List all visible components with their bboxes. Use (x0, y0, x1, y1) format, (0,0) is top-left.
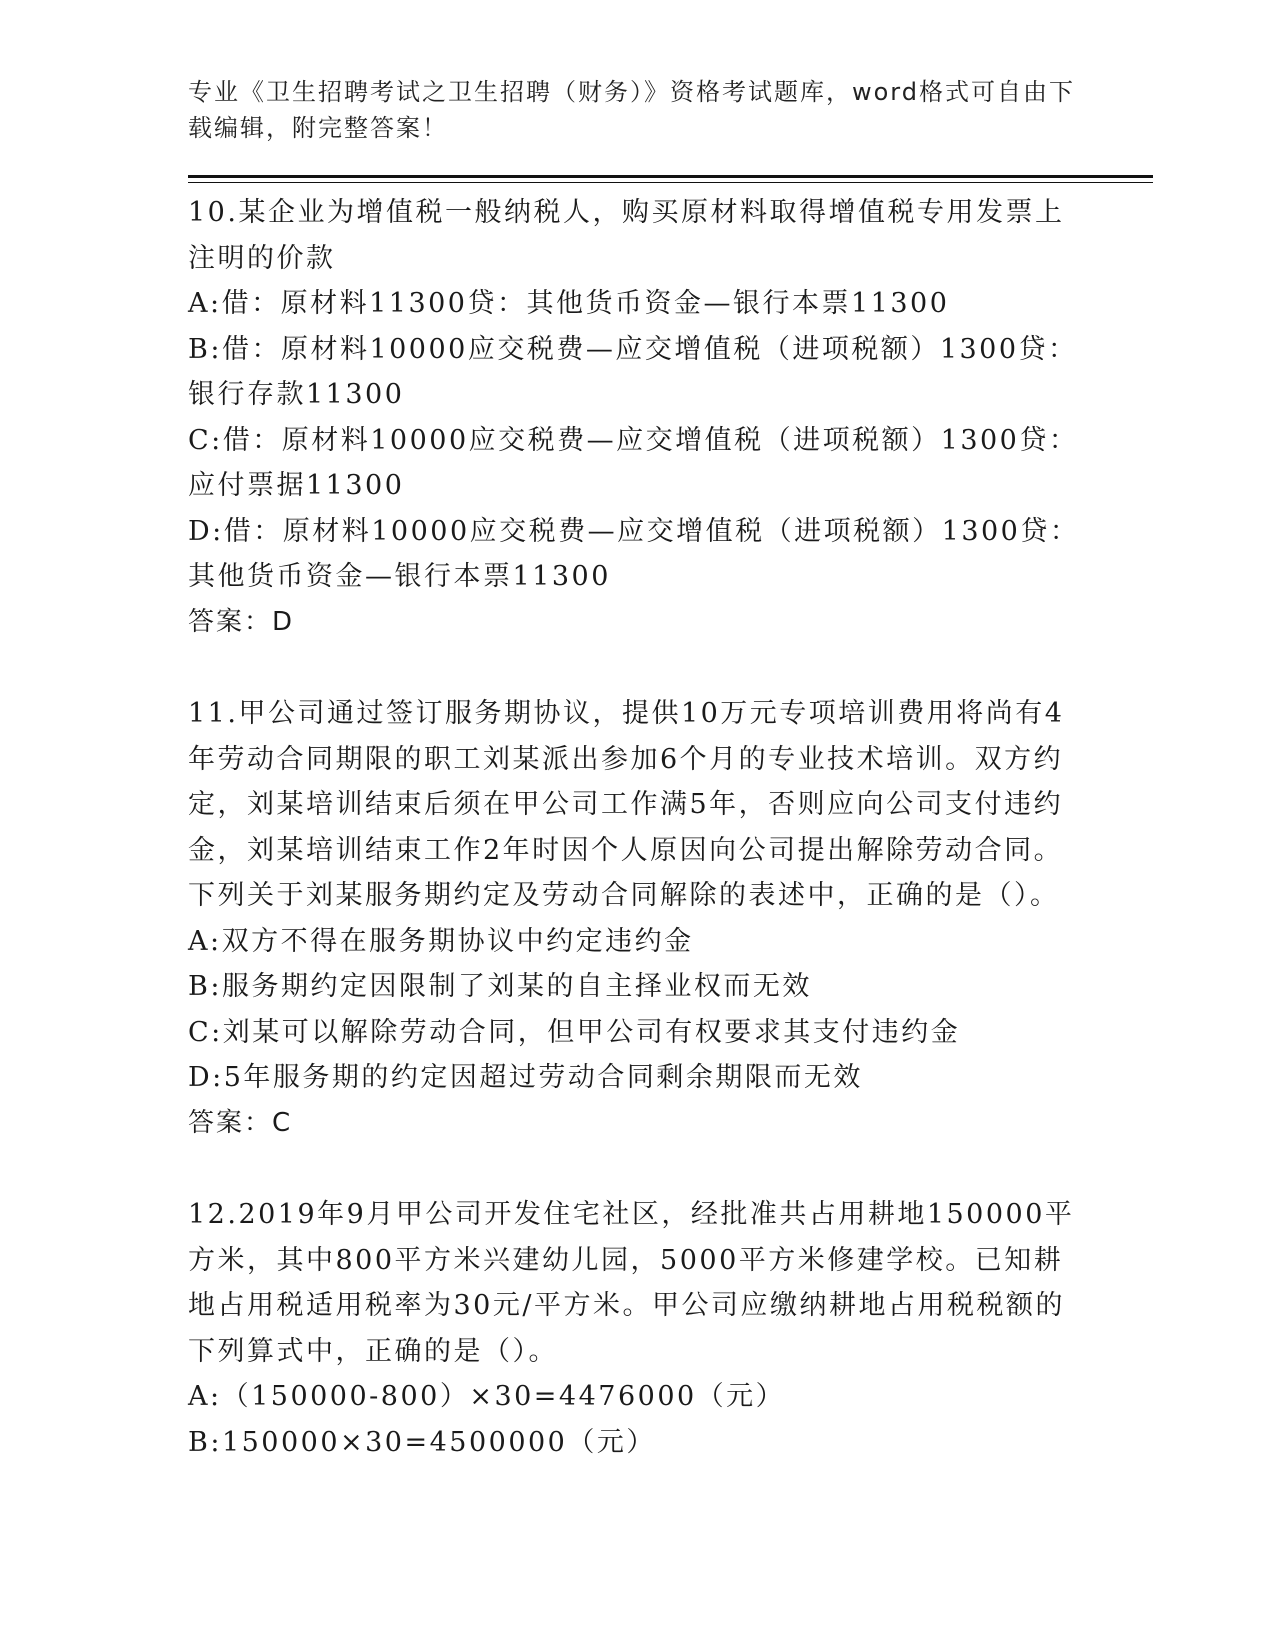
question-stem: 10.某企业为增值税一般纳税人，购买原材料取得增值税专用发票上注明的价款 (188, 197, 1065, 274)
option-b: B:150000×30=4500000（元） (188, 1426, 656, 1458)
question-spacer (188, 645, 1088, 691)
header-divider-thin (188, 182, 1153, 183)
answer-line: 答案：C (188, 1107, 293, 1138)
question-11 (188, 691, 1088, 1146)
question-10 (188, 190, 1088, 645)
document-header: 专业《卫生招聘考试之卫生招聘（财务）》资格考试题库，word格式可自由下载编辑，附完整答案！ (188, 78, 1075, 142)
option-d: D:借：原材料10000应交税费—应交增值税（进项税额）1300贷：其他货币资金—银行本票11300 (188, 515, 1080, 592)
answer-line: 答案：D (188, 606, 295, 637)
option-b: B:借：原材料10000应交税费—应交增值税（进项税额）1300贷：银行存款11300 (188, 333, 1078, 410)
option-a: A:借：原材料11300贷：其他货币资金—银行本票11300 (188, 288, 950, 319)
header-divider-thick (188, 175, 1153, 178)
question-list (188, 190, 1088, 1465)
question-stem: 12.2019年9月甲公司开发住宅社区，经批准共占用耕地150000平方米，其中800平方米兴建幼儿园，5000平方米修建学校。已知耕地占用税适用税率为30元/平方米。甲公司应缴纳耕地占用税税额的下列算式中，正确的是（）。 (188, 1199, 1075, 1367)
question-12 (188, 1192, 1088, 1465)
option-c: C:借：原材料10000应交税费—应交增值税（进项税额）1300贷：应付票据11300 (188, 424, 1079, 501)
option-b: B:服务期约定因限制了刘某的自主择业权而无效 (188, 971, 812, 1002)
option-c: C:刘某可以解除劳动合同，但甲公司有权要求其支付违约金 (188, 1016, 961, 1048)
option-a: A:（150000-800）×30=4476000（元） (188, 1381, 786, 1412)
question-stem: 11.甲公司通过签订服务期协议，提供10万元专项培训费用将尚有4年劳动合同期限的职工刘某派出参加6个月的专业技术培训。双方约定，刘某培训结束后须在甲公司工作满5年，否则应向公司支付违约金，刘某培训结束工作2年时因个人原因向公司提出解除劳动合同。下列关于刘某服务期约定及劳动合同解除的表述中，正确的是（）。 (188, 698, 1065, 911)
question-spacer (188, 1146, 1088, 1192)
option-d: D:5年服务期的约定因超过劳动合同剩余期限而无效 (188, 1062, 863, 1093)
option-a: A:双方不得在服务期协议中约定违约金 (188, 925, 694, 957)
